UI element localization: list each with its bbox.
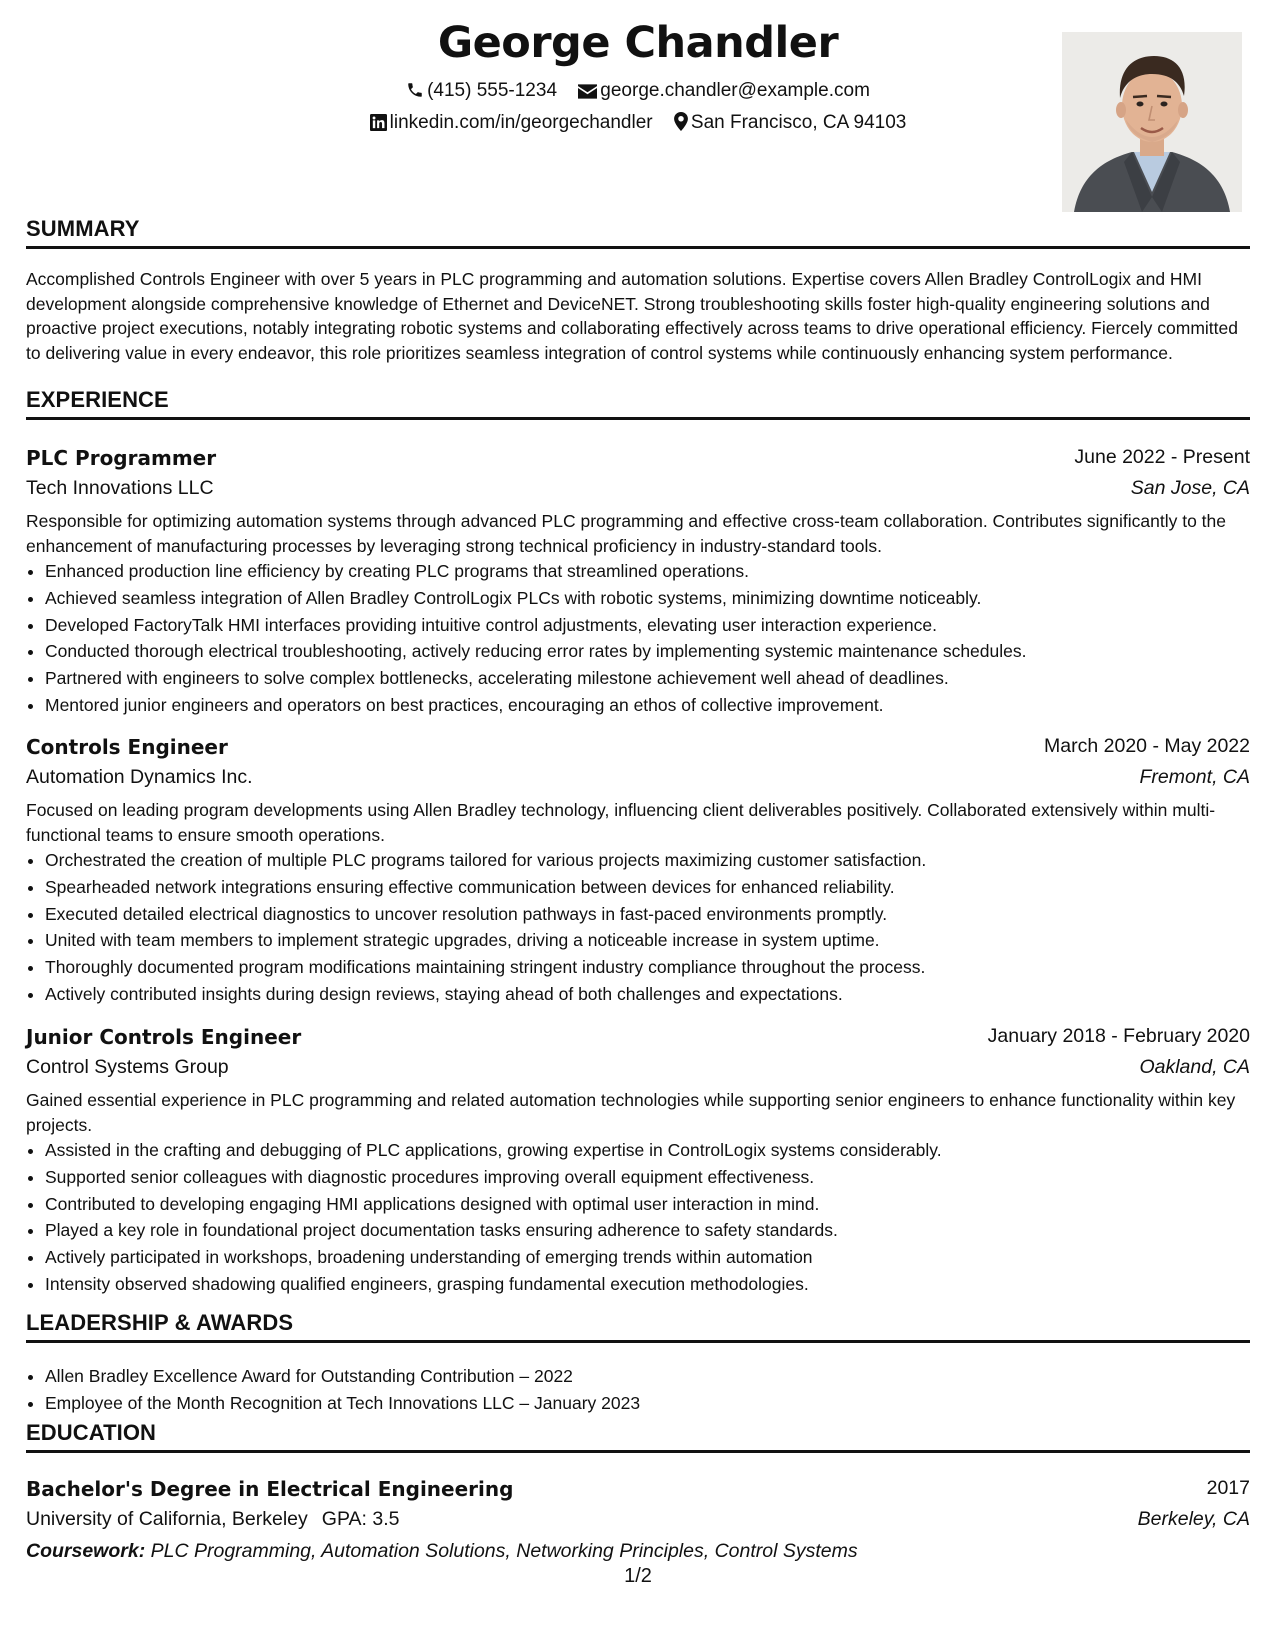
job-dates: June 2022 - Present bbox=[1074, 446, 1250, 468]
job-header bbox=[26, 735, 1250, 766]
job-subheader bbox=[26, 477, 1250, 509]
phone-text: (415) 555-1234 bbox=[427, 80, 558, 101]
section-title-experience: EXPERIENCE bbox=[26, 387, 1250, 420]
job-location: San Jose, CA bbox=[1130, 477, 1250, 499]
list-item: • Actively contributed insights during design reviews, staying ahead of both challenges and expectations. bbox=[45, 981, 1250, 1008]
list-item: • Conducted thorough electrical troubleshooting, actively reducing error rates by implementing systemic maintenance schedules. bbox=[45, 638, 1250, 665]
list-item: • Assisted in the crafting and debugging of PLC applications, growing expertise in ControlLogix systems considerably. bbox=[45, 1137, 1250, 1164]
job-title: PLC Programmer bbox=[26, 446, 217, 470]
awards-list bbox=[26, 1363, 1250, 1417]
job-header bbox=[26, 446, 1250, 477]
list-item: • Intensity observed shadowing qualified engineers, grasping fundamental execution methodologies. bbox=[45, 1271, 1250, 1298]
contact-location bbox=[674, 112, 906, 134]
contact-phone bbox=[406, 80, 557, 102]
contact-linkedin[interactable] bbox=[370, 112, 653, 134]
list-item: • Contributed to developing engaging HMI applications designed with optimal user interaction in mind. bbox=[45, 1191, 1250, 1218]
list-item: • Executed detailed electrical diagnostics to uncover resolution pathways in fast-paced environments promptly. bbox=[45, 901, 1250, 928]
list-item: • Achieved seamless integration of Allen Bradley ControlLogix PLCs with robotic systems, minimizing downtime noticeably. bbox=[45, 585, 1250, 612]
list-item: • Allen Bradley Excellence Award for Outstanding Contribution – 2022 bbox=[45, 1363, 1250, 1390]
list-item: • Enhanced production line efficiency by creating PLC programs that streamlined operations. bbox=[45, 558, 1250, 585]
job-bullets bbox=[26, 558, 1250, 719]
job-header bbox=[26, 1025, 1250, 1056]
school-location: Berkeley, CA bbox=[1137, 1508, 1250, 1530]
education-header bbox=[26, 1477, 1250, 1508]
list-item: • Developed FactoryTalk HMI interfaces providing intuitive control adjustments, elevating user interaction experience. bbox=[45, 612, 1250, 639]
job-title: Junior Controls Engineer bbox=[26, 1025, 302, 1049]
list-item: • Thoroughly documented program modifications maintaining stringent industry compliance throughout the process. bbox=[45, 954, 1250, 981]
coursework-label: Coursework: bbox=[26, 1540, 146, 1562]
coursework bbox=[26, 1540, 1250, 1563]
school-name: University of California, Berkeley bbox=[26, 1508, 308, 1530]
job-entry bbox=[26, 1025, 1250, 1298]
job-description: Focused on leading program developments using Allen Bradley technology, influencing client deliverables positively. Collaborated extensively within multi-functional teams to ensure smooth operations. bbox=[26, 800, 1216, 845]
graduation-year: 2017 bbox=[1206, 1477, 1250, 1499]
email-text: george.chandler@example.com bbox=[600, 80, 870, 101]
candidate-name: George Chandler bbox=[437, 18, 839, 68]
job-entry bbox=[26, 735, 1250, 1008]
job-dates: March 2020 - May 2022 bbox=[1044, 735, 1250, 757]
envelope-icon bbox=[578, 84, 597, 99]
resume-header bbox=[26, 0, 1250, 215]
list-item: • Played a key role in foundational project documentation tasks ensuring adherence to safety standards. bbox=[45, 1217, 1250, 1244]
gpa: GPA: 3.5 bbox=[321, 1508, 400, 1530]
list-item: • Partnered with engineers to solve complex bottlenecks, accelerating milestone achievement well ahead of deadlines. bbox=[45, 665, 1250, 692]
map-pin-icon bbox=[674, 112, 688, 131]
job-subheader bbox=[26, 766, 1250, 798]
job-bullets bbox=[26, 847, 1250, 1008]
job-company: Automation Dynamics Inc. bbox=[26, 766, 253, 788]
linkedin-icon bbox=[370, 114, 387, 131]
list-item: • Spearheaded network integrations ensuring effective communication between devices for enhanced reliability. bbox=[45, 874, 1250, 901]
degree-title: Bachelor's Degree in Electrical Engineering bbox=[26, 1477, 514, 1501]
section-title-leadership: LEADERSHIP & AWARDS bbox=[26, 1310, 1250, 1343]
list-item: • Orchestrated the creation of multiple PLC programs tailored for various projects maximizing customer satisfaction. bbox=[45, 847, 1250, 874]
job-title: Controls Engineer bbox=[26, 735, 228, 759]
job-entry bbox=[26, 446, 1250, 719]
job-location: Fremont, CA bbox=[1139, 766, 1250, 788]
coursework-list: PLC Programming, Automation Solutions, Networking Principles, Control Systems bbox=[150, 1540, 858, 1562]
education-subheader bbox=[26, 1508, 1250, 1540]
school-name-line bbox=[26, 1508, 399, 1531]
job-dates: January 2018 - February 2020 bbox=[987, 1025, 1250, 1047]
education-entry bbox=[26, 1477, 1250, 1563]
job-company: Tech Innovations LLC bbox=[26, 477, 214, 499]
contact-email[interactable] bbox=[578, 80, 870, 102]
section-title-education: EDUCATION bbox=[26, 1420, 1250, 1453]
job-description: Responsible for optimizing automation systems through advanced PLC programming and effective cross-team collaboration. Contributes significantly to the enhancement of manufacturing processes by leveraging strong technical proficiency in industry-standard tools. bbox=[26, 511, 1227, 556]
page-number: 1/2 bbox=[624, 1565, 652, 1587]
job-company: Control Systems Group bbox=[26, 1056, 229, 1078]
job-bullets bbox=[26, 1137, 1250, 1298]
summary-text: Accomplished Controls Engineer with over 5 years in PLC programming and automation solutions. Expertise covers Allen Bradley ControlLogix and HMI development alongside comprehensive knowledge of Ethernet and DeviceNET. Strong troubleshooting skills foster high-quality engineering solutions and proactive project executions, notably integrating robotic systems and collaborating effectively across teams to drive operational efficiency. Fiercely committed to delivering value in every endeavor, this role prioritizes seamless integration of control systems while continuously enhancing system performance. bbox=[26, 269, 1238, 363]
section-title-summary: SUMMARY bbox=[26, 216, 1250, 249]
list-item: • United with team members to implement strategic upgrades, driving a noticeable increase in system uptime. bbox=[45, 927, 1250, 954]
linkedin-text: linkedin.com/in/georgechandler bbox=[389, 112, 653, 133]
person-portrait-icon bbox=[1062, 32, 1242, 212]
list-item: • Supported senior colleagues with diagnostic procedures improving overall equipment effectiveness. bbox=[45, 1164, 1250, 1191]
resume-page bbox=[26, 0, 1250, 1650]
phone-icon bbox=[406, 81, 424, 99]
list-item: • Actively participated in workshops, broadening understanding of emerging trends within automation bbox=[45, 1244, 1250, 1271]
job-description: Gained essential experience in PLC programming and related automation technologies while supporting senior engineers to enhance functionality within key projects. bbox=[26, 1090, 1236, 1135]
list-item: • Mentored junior engineers and operators on best practices, encouraging an ethos of collective improvement. bbox=[45, 692, 1250, 719]
list-item: • Employee of the Month Recognition at Tech Innovations LLC – January 2023 bbox=[45, 1390, 1250, 1417]
profile-photo bbox=[1062, 32, 1242, 212]
job-location: Oakland, CA bbox=[1139, 1056, 1250, 1078]
job-subheader bbox=[26, 1056, 1250, 1088]
location-text: San Francisco, CA 94103 bbox=[690, 112, 907, 133]
